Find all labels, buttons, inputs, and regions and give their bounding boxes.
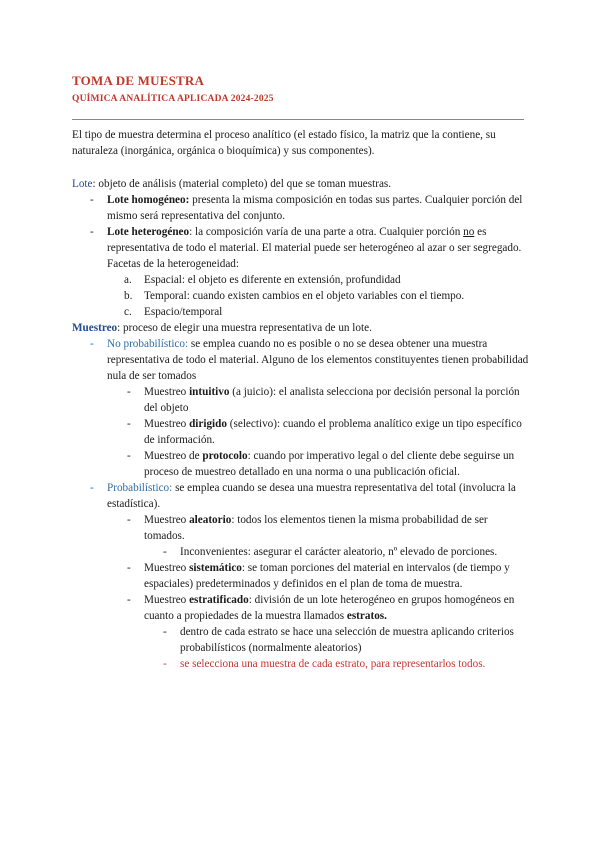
lote-term: Lote (72, 178, 93, 190)
intro-paragraph: El tipo de muestra determina el proceso analítico (el estado físico, la matriz que la contiene, su naturaleza (inorgánica, orgánica o bioquímica) y sus componentes). (72, 129, 496, 157)
lote-definition: Lote: objeto de análisis (material completo) del que se toman muestras. (72, 178, 392, 190)
dash-bullet: - (127, 594, 131, 606)
muestreo-definition: Muestreo: proceso de elegir una muestra representativa de un lote. (72, 322, 372, 334)
facetas-label: Facetas de la heterogeneidad: (107, 258, 240, 270)
probabilistico-item: - Probabilístico: se emplea cuando se desea una muestra representativa del total (involucra la estadística). (90, 482, 516, 510)
muestreo-sistematico-item: - Muestreo sistemático: se toman porciones del material en intervalos (de tiempo y espaciales) predeterminados y definidos en el plan de toma de muestra. (127, 562, 510, 590)
muestreo-aleatorio-item: - Muestreo aleatorio: todos los elementos tienen la misma probabilidad de ser tomados. (127, 514, 488, 542)
page-subtitle: QUÍMICA ANALÍTICA APLICADA 2024-2025 (72, 94, 274, 104)
muestreo-protocolo-item: - Muestreo de protocolo: cuando por imperativo legal o del cliente debe seguirse un proceso de muestreo detallado en una norma o una publicación oficial. (127, 450, 515, 478)
dash-bullet: - (90, 194, 94, 206)
document-body (72, 127, 530, 672)
no-probabilistico-item: - No probabilístico: se emplea cuando no es posible o no se desea obtener una muestra representativa de todo el material. Alguno de los elementos constituyentes tienen probabilidad nula de ser tomados (90, 338, 529, 382)
dash-bullet: - (127, 514, 131, 526)
dash-bullet: - (127, 450, 131, 462)
dash-bullet: - (163, 658, 167, 670)
dash-bullet: - (163, 546, 167, 558)
muestreo-term: Muestreo (72, 322, 118, 334)
inconvenientes-item: - Inconvenientes: asegurar el carácter aleatorio, nº elevado de porciones. (163, 546, 498, 558)
page-title: TOMA DE MUESTRA (72, 73, 205, 88)
estrato-sub-item-highlight: - se selecciona una muestra de cada estrato, para representarlos todos. (163, 658, 486, 670)
faceta-item: c. Espacio/temporal (124, 306, 223, 318)
dash-bullet: - (127, 386, 131, 398)
dash-bullet: - (90, 226, 94, 238)
muestreo-intuitivo-item: - Muestreo intuitivo (a juicio): el analista selecciona por decisión personal la porción del objeto (127, 386, 520, 414)
dash-bullet: - (90, 482, 94, 494)
faceta-item: b. Temporal: cuando existen cambios en el objeto variables con el tiempo. (124, 290, 465, 302)
dash-bullet: - (163, 626, 167, 638)
dash-bullet: - (90, 338, 94, 350)
lote-heterogeneo-item: - Lote heterogéneo: la composición varía de una parte a otra. Cualquier porción no es representativa de todo el material. El material puede ser heterogéneo al azar o ser segregado. (90, 226, 522, 254)
lote-homogeneo-item: - Lote homogéneo: presenta la misma composición en todas sus partes. Cualquier porción del mismo será representativa del conjunto. (90, 194, 523, 222)
faceta-item: a. Espacial: el objeto es diferente en extensión, profundidad (124, 274, 401, 286)
dash-bullet: - (127, 562, 131, 574)
estrato-sub-item: - dentro de cada estrato se hace una selección de muestra aplicando criterios probabilísticos (normalmente aleatorios) (163, 626, 514, 654)
dash-bullet: - (127, 418, 131, 430)
muestreo-estratificado-item: - Muestreo estratificado: división de un lote heterogéneo en grupos homogéneos en cuanto a propiedades de la muestra llamados estratos. (127, 594, 515, 622)
muestreo-dirigido-item: - Muestreo dirigido (selectivo): cuando el problema analítico exige un tipo específico de información. (127, 418, 522, 446)
header-divider (72, 119, 524, 120)
